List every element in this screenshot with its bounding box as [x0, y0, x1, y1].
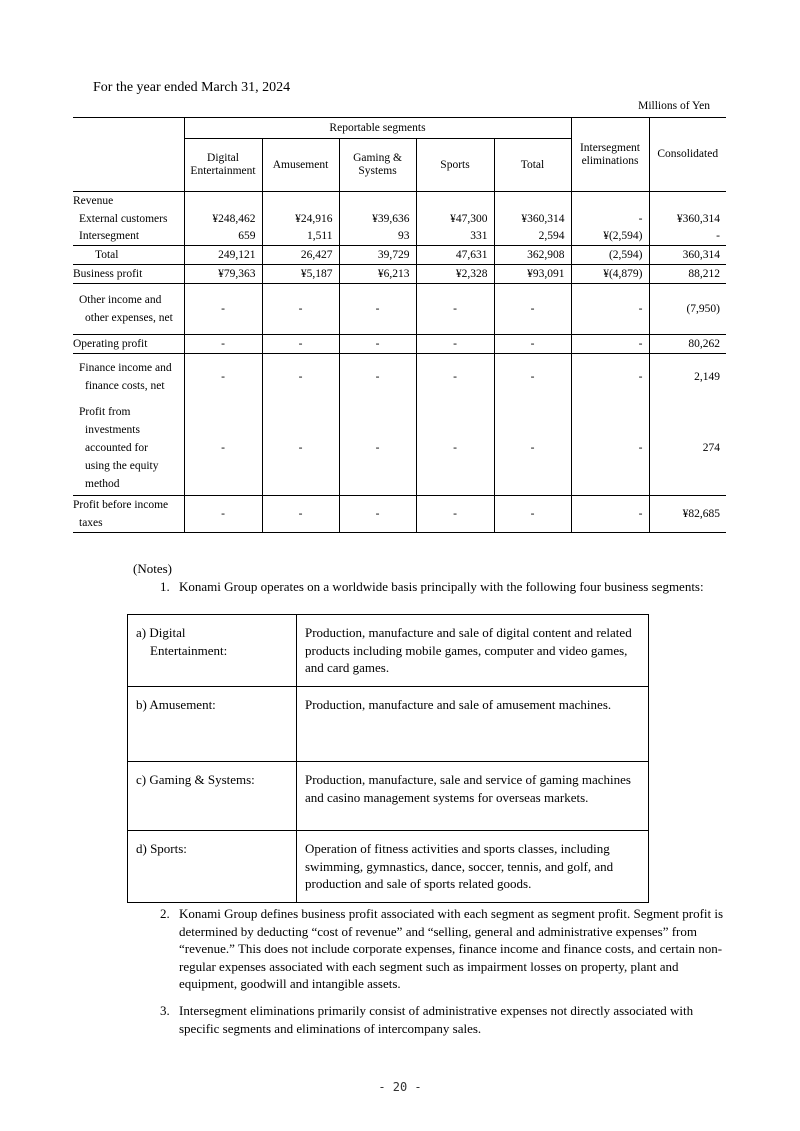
row-label: Business profit — [73, 265, 184, 284]
amusement-header: Amusement — [262, 139, 339, 192]
cell: - — [262, 354, 339, 401]
sports-header: Sports — [416, 139, 494, 192]
cell: 39,729 — [339, 246, 416, 265]
cell: 2,149 — [649, 354, 726, 401]
row-label: Profit from investments accounted for using the equity method — [79, 405, 159, 490]
notes-title: (Notes) — [133, 561, 172, 576]
table-row — [128, 762, 649, 831]
cell: 360,314 — [649, 246, 726, 265]
cell: - — [494, 496, 571, 533]
cell: 274 — [649, 401, 726, 496]
table-row — [73, 228, 726, 246]
cell: 26,427 — [262, 246, 339, 265]
segment-name: a) Digital Entertainment: — [128, 615, 297, 687]
cell: - — [184, 335, 262, 354]
cell: - — [262, 335, 339, 354]
cell: - — [339, 496, 416, 533]
revenue-label: Revenue — [73, 192, 184, 211]
cell: - — [339, 284, 416, 335]
cell: - — [494, 354, 571, 401]
segment-description-table — [127, 614, 649, 903]
table-row — [73, 335, 726, 354]
intersegment-header: Intersegment eliminations — [571, 118, 649, 192]
cell: - — [262, 496, 339, 533]
cell: - — [571, 211, 649, 228]
cell: - — [416, 335, 494, 354]
cell: 362,908 — [494, 246, 571, 265]
row-label: Profit before income taxes — [73, 496, 184, 533]
total-header: Total — [494, 139, 571, 192]
cell: ¥47,300 — [416, 211, 494, 228]
cell: ¥82,685 — [649, 496, 726, 533]
row-label: External customers — [79, 213, 168, 225]
gaming-systems-header: Gaming & Systems — [339, 139, 416, 192]
table-row — [128, 615, 649, 687]
cell: 93 — [339, 228, 416, 246]
cell: 47,631 — [416, 246, 494, 265]
units-label: Millions of Yen — [638, 100, 710, 112]
cell: - — [571, 284, 649, 335]
page-number: - 20 - — [378, 1080, 422, 1094]
cell: ¥360,314 — [494, 211, 571, 228]
cell: - — [262, 401, 339, 496]
cell: - — [571, 496, 649, 533]
cell: - — [494, 401, 571, 496]
corner-cell — [73, 139, 184, 192]
table-row — [73, 284, 726, 335]
cell: ¥5,187 — [262, 265, 339, 284]
cell: ¥39,636 — [339, 211, 416, 228]
table-row — [73, 354, 726, 401]
digital-entertainment-header: Digital Entertainment — [184, 139, 262, 192]
cell: 2,594 — [494, 228, 571, 246]
row-label: Total — [73, 246, 184, 265]
note-text: Konami Group operates on a worldwide basis principally with the following four business segments: — [179, 579, 704, 594]
cell: ¥24,916 — [262, 211, 339, 228]
segment-description: Production, manufacture, sale and service of gaming machines and casino management systems for overseas markets. — [297, 762, 649, 831]
note-number: 1. — [160, 579, 170, 594]
note-1 — [160, 578, 730, 596]
cell: ¥360,314 — [649, 211, 726, 228]
table-row — [73, 496, 726, 533]
cell: - — [494, 335, 571, 354]
note-number: 2. — [160, 906, 170, 921]
cell: - — [339, 354, 416, 401]
segment-description: Production, manufacture and sale of amusement machines. — [297, 687, 649, 762]
reportable-segments-header: Reportable segments — [184, 118, 571, 139]
cell: - — [649, 228, 726, 246]
cell: - — [339, 401, 416, 496]
cell: - — [416, 284, 494, 335]
cell: ¥6,213 — [339, 265, 416, 284]
cell: - — [416, 401, 494, 496]
table-row — [73, 246, 726, 265]
cell: 1,511 — [262, 228, 339, 246]
note-number: 3. — [160, 1003, 170, 1018]
cell: (2,594) — [571, 246, 649, 265]
segment-name: b) Amusement: — [128, 687, 297, 762]
cell: ¥2,328 — [416, 265, 494, 284]
table-row — [128, 831, 649, 903]
cell: - — [416, 496, 494, 533]
cell: (7,950) — [649, 284, 726, 335]
row-label: Other income and other expenses, net — [73, 284, 184, 335]
consolidated-header: Consolidated — [649, 118, 726, 192]
row-label: Intersegment — [79, 230, 140, 243]
note-2 — [160, 905, 735, 993]
note-text: Konami Group defines business profit associated with each segment as segment profit. Segment profit is determined by deducting “cost of revenue” and “selling, general and administrative expenses” from “revenue.” This does not include corporate expenses, finance income and finance costs, and certain non-regular expenses associated with each segment such as impairment losses on property, plant and equipment, goodwill and intangible assets. — [179, 906, 724, 991]
row-label: Finance income and finance costs, net — [73, 354, 184, 401]
cell: 331 — [416, 228, 494, 246]
cell: - — [184, 496, 262, 533]
segment-name: c) Gaming & Systems: — [128, 762, 297, 831]
period-heading: For the year ended March 31, 2024 — [93, 80, 291, 95]
cell: - — [571, 335, 649, 354]
cell: - — [262, 284, 339, 335]
cell: 249,121 — [184, 246, 262, 265]
segment-description: Operation of fitness activities and sports classes, including swimming, gymnastics, dance, soccer, tennis, and golf, and production and sale of sports related goods. — [297, 831, 649, 903]
table-row — [128, 687, 649, 762]
cell: ¥(4,879) — [571, 265, 649, 284]
cell: - — [184, 401, 262, 496]
cell: - — [184, 284, 262, 335]
cell: - — [184, 354, 262, 401]
segment-table — [73, 117, 726, 533]
cell: - — [416, 354, 494, 401]
cell: - — [494, 284, 571, 335]
table-row — [73, 401, 726, 496]
cell: 88,212 — [649, 265, 726, 284]
cell: 80,262 — [649, 335, 726, 354]
segment-description: Production, manufacture and sale of digital content and related products including mobile games, computer and video games, and card games. — [297, 615, 649, 687]
cell: ¥79,363 — [184, 265, 262, 284]
cell: - — [571, 354, 649, 401]
cell: - — [571, 401, 649, 496]
cell: ¥248,462 — [184, 211, 262, 228]
cell: 659 — [184, 228, 262, 246]
note-3 — [160, 1002, 730, 1037]
segment-name: d) Sports: — [128, 831, 297, 903]
table-row — [73, 265, 726, 284]
table-row — [73, 211, 726, 228]
corner-cell — [73, 118, 184, 139]
cell: - — [339, 335, 416, 354]
row-label: Operating profit — [73, 335, 184, 354]
cell: ¥(2,594) — [571, 228, 649, 246]
cell: ¥93,091 — [494, 265, 571, 284]
note-text: Intersegment eliminations primarily consist of administrative expenses not directly associated with specific segments and eliminations of intercompany sales. — [179, 1003, 694, 1036]
